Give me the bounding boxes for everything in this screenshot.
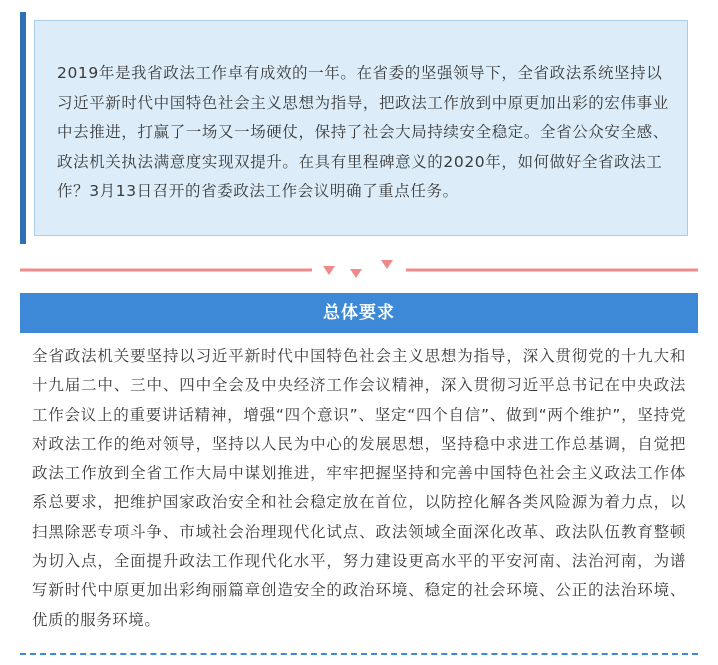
intro-text: 2019年是我省政法工作卓有成效的一年。在省委的坚强领导下，全省政法系统坚持以习近平新时代中国特色社会主义思想为指导，把政法工作放到中原更加出彩的宏伟事业中去推进，打赢了一场又一场硬仗，保持了社会大局持续安全稳定。全省公众安全感、政法机关执法满意度实现双提升。在具有里程碑意义的2020年，如何做好全省政法工作？3月13日召开的省委政法工作会议明确了重点任务。 xyxy=(34,20,688,236)
triangle-down-icon xyxy=(350,269,362,278)
section-title: 总体要求 xyxy=(20,293,698,333)
bottom-divider xyxy=(20,653,698,655)
intro-box xyxy=(20,12,698,244)
triangle-down-icon xyxy=(381,260,393,269)
section-body: 全省政法机关要坚持以习近平新时代中国特色社会主义思想为指导，深入贯彻党的十九大和十九届二中、三中、四中全会及中央经济工作会议精神，深入贯彻习近平总书记在中央政法工作会议上的重要讲话精神，增强“四个意识”、坚定“四个自信”、做到“两个维护”，坚持党对政法工作的绝对领导，坚持以人民为中心的发展思想，坚持稳中求进工作总基调，自觉把政法工作放到全省工作大局中谋划推进，牢牢把握坚持和完善中国特色社会主义政法工作体系总要求，把维护国家政治安全和社会稳定放在首位，以防控化解各类风险源为着力点，以扫黑除恶专项斗争、市域社会治理现代化试点、政法领域全面深化改革、政法队伍教育整顿为切入点，全面提升政法工作现代化水平，努力建设更高水平的平安河南、法治河南，为谱写新时代中原更加出彩绚丽篇章创造安全的政治环境、稳定的社会环境、公正的法治环境、优质的服务环境。 xyxy=(32,347,686,629)
triangle-down-icon xyxy=(323,266,335,275)
section-divider xyxy=(20,256,698,280)
